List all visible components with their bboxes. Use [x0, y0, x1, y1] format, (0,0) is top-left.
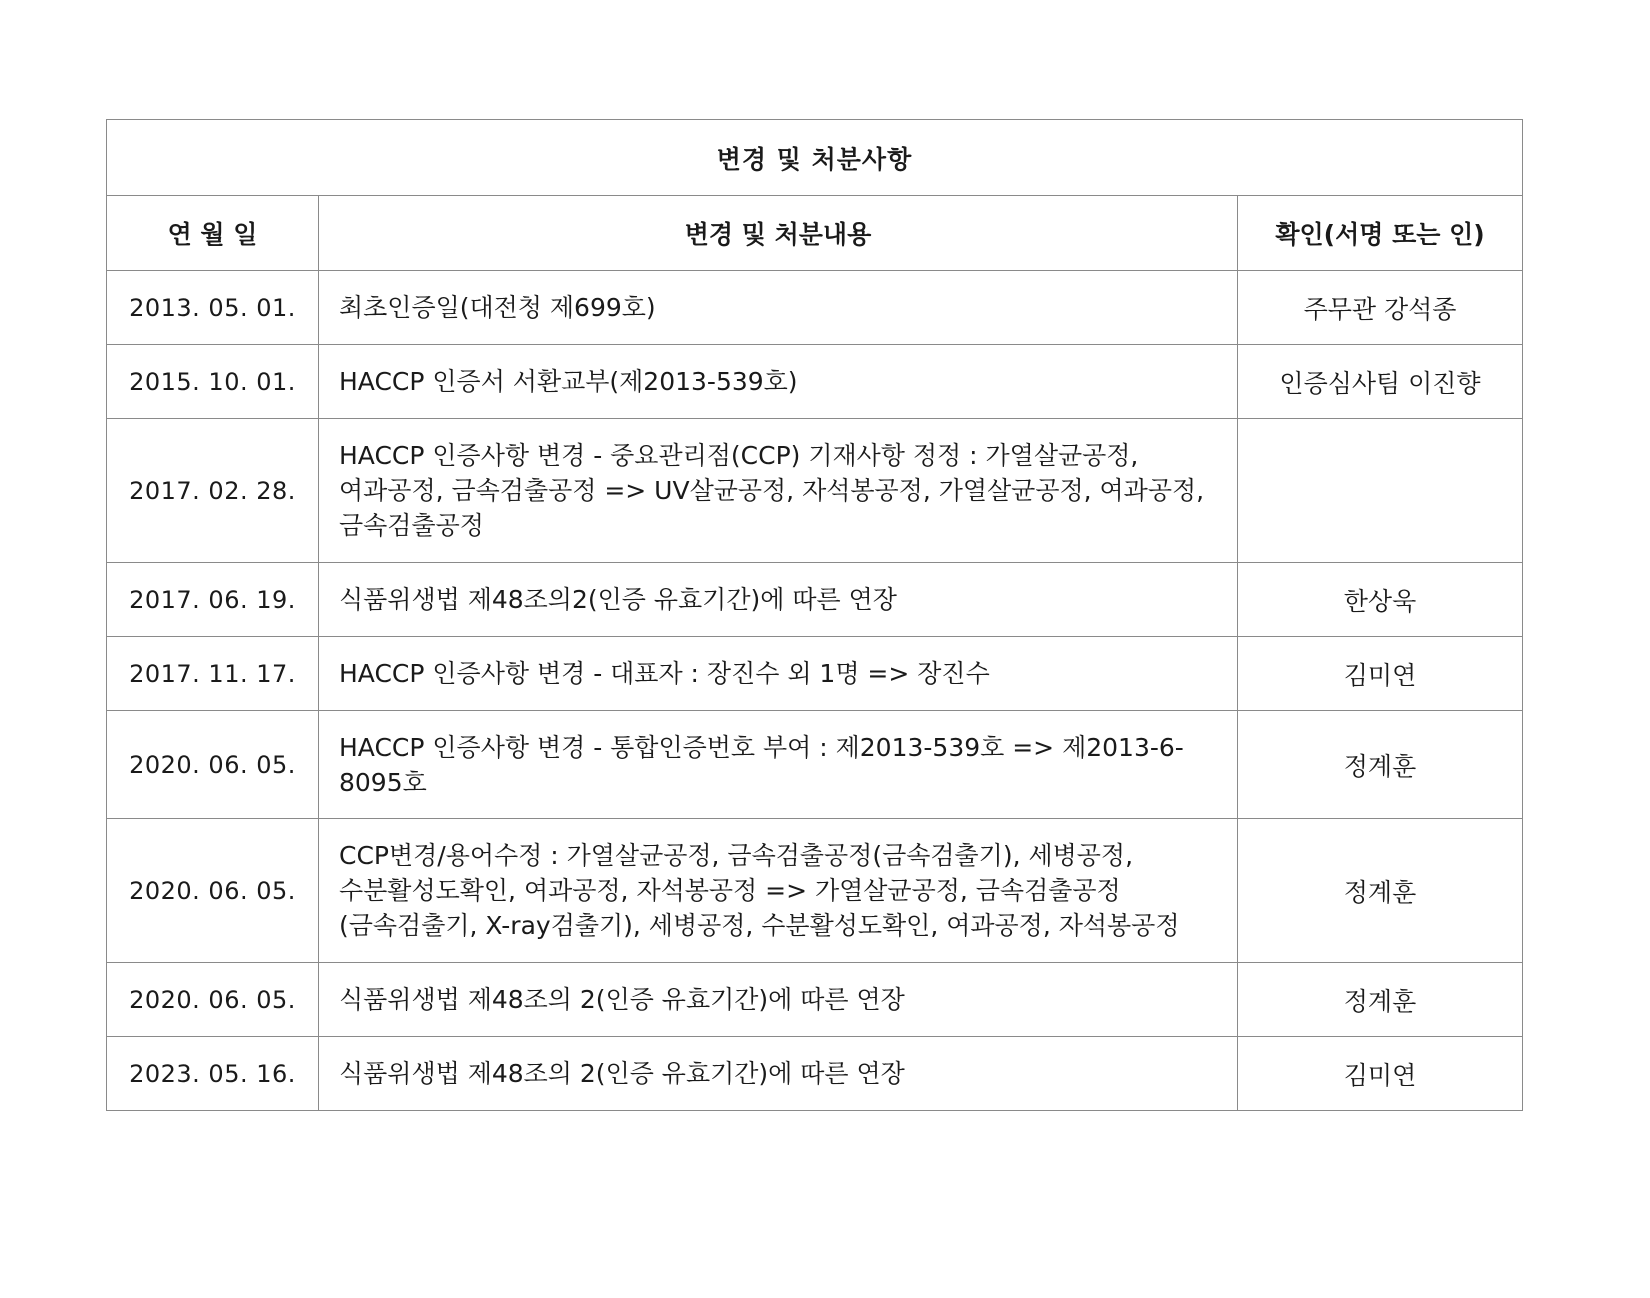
header-confirm: 확인(서명 또는 인) — [1238, 196, 1523, 271]
table-row — [107, 419, 1523, 563]
row-content: CCP변경/용어수정 : 가열살균공정, 금속검출공정(금속검출기), 세병공정, 수분활성도확인, 여과공정, 자석봉공정 => 가열살균공정, 금속검출공정(금속검출기, X-ray검출기), 세병공정, 수분활성도확인, 여과공정, 자석봉공정 — [319, 819, 1238, 963]
row-content: HACCP 인증사항 변경 - 통합인증번호 부여 : 제2013-539호 => 제2013-6-8095호 — [319, 711, 1238, 819]
row-content: 식품위생법 제48조의 2(인증 유효기간)에 따른 연장 — [319, 1037, 1238, 1111]
row-confirm: 김미연 — [1238, 1037, 1523, 1111]
table-row — [107, 1037, 1523, 1111]
table-row — [107, 345, 1523, 419]
row-confirm: 주무관 강석종 — [1238, 271, 1523, 345]
row-date: 2017. 11. 17. — [107, 637, 319, 711]
row-confirm: 정계훈 — [1238, 819, 1523, 963]
table-title-row — [107, 120, 1523, 196]
row-content: HACCP 인증사항 변경 - 중요관리점(CCP) 기재사항 정정 : 가열살균공정, 여과공정, 금속검출공정 => UV살균공정, 자석봉공정, 가열살균공정, 여과공정, 금속검출공정 — [319, 419, 1238, 563]
header-content: 변경 및 처분내용 — [319, 196, 1238, 271]
table-row — [107, 563, 1523, 637]
table-row — [107, 637, 1523, 711]
table-row — [107, 271, 1523, 345]
row-date: 2015. 10. 01. — [107, 345, 319, 419]
change-disposition-table — [106, 119, 1523, 1111]
row-content: HACCP 인증서 서환교부(제2013-539호) — [319, 345, 1238, 419]
row-date: 2020. 06. 05. — [107, 963, 319, 1037]
row-confirm — [1238, 419, 1523, 563]
table-title: 변경 및 처분사항 — [107, 120, 1523, 196]
table-row — [107, 711, 1523, 819]
row-confirm: 한상욱 — [1238, 563, 1523, 637]
row-confirm: 정계훈 — [1238, 963, 1523, 1037]
row-content: 식품위생법 제48조의2(인증 유효기간)에 따른 연장 — [319, 563, 1238, 637]
row-date: 2023. 05. 16. — [107, 1037, 319, 1111]
header-date: 연 월 일 — [107, 196, 319, 271]
row-date: 2013. 05. 01. — [107, 271, 319, 345]
row-date: 2017. 06. 19. — [107, 563, 319, 637]
row-content: 식품위생법 제48조의 2(인증 유효기간)에 따른 연장 — [319, 963, 1238, 1037]
row-content: 최초인증일(대전청 제699호) — [319, 271, 1238, 345]
table-row — [107, 963, 1523, 1037]
table-header-row — [107, 196, 1523, 271]
row-date: 2020. 06. 05. — [107, 711, 319, 819]
row-date: 2020. 06. 05. — [107, 819, 319, 963]
row-date: 2017. 02. 28. — [107, 419, 319, 563]
row-confirm: 김미연 — [1238, 637, 1523, 711]
row-content: HACCP 인증사항 변경 - 대표자 : 장진수 외 1명 => 장진수 — [319, 637, 1238, 711]
table-row — [107, 819, 1523, 963]
row-confirm: 정계훈 — [1238, 711, 1523, 819]
row-confirm: 인증심사팀 이진향 — [1238, 345, 1523, 419]
